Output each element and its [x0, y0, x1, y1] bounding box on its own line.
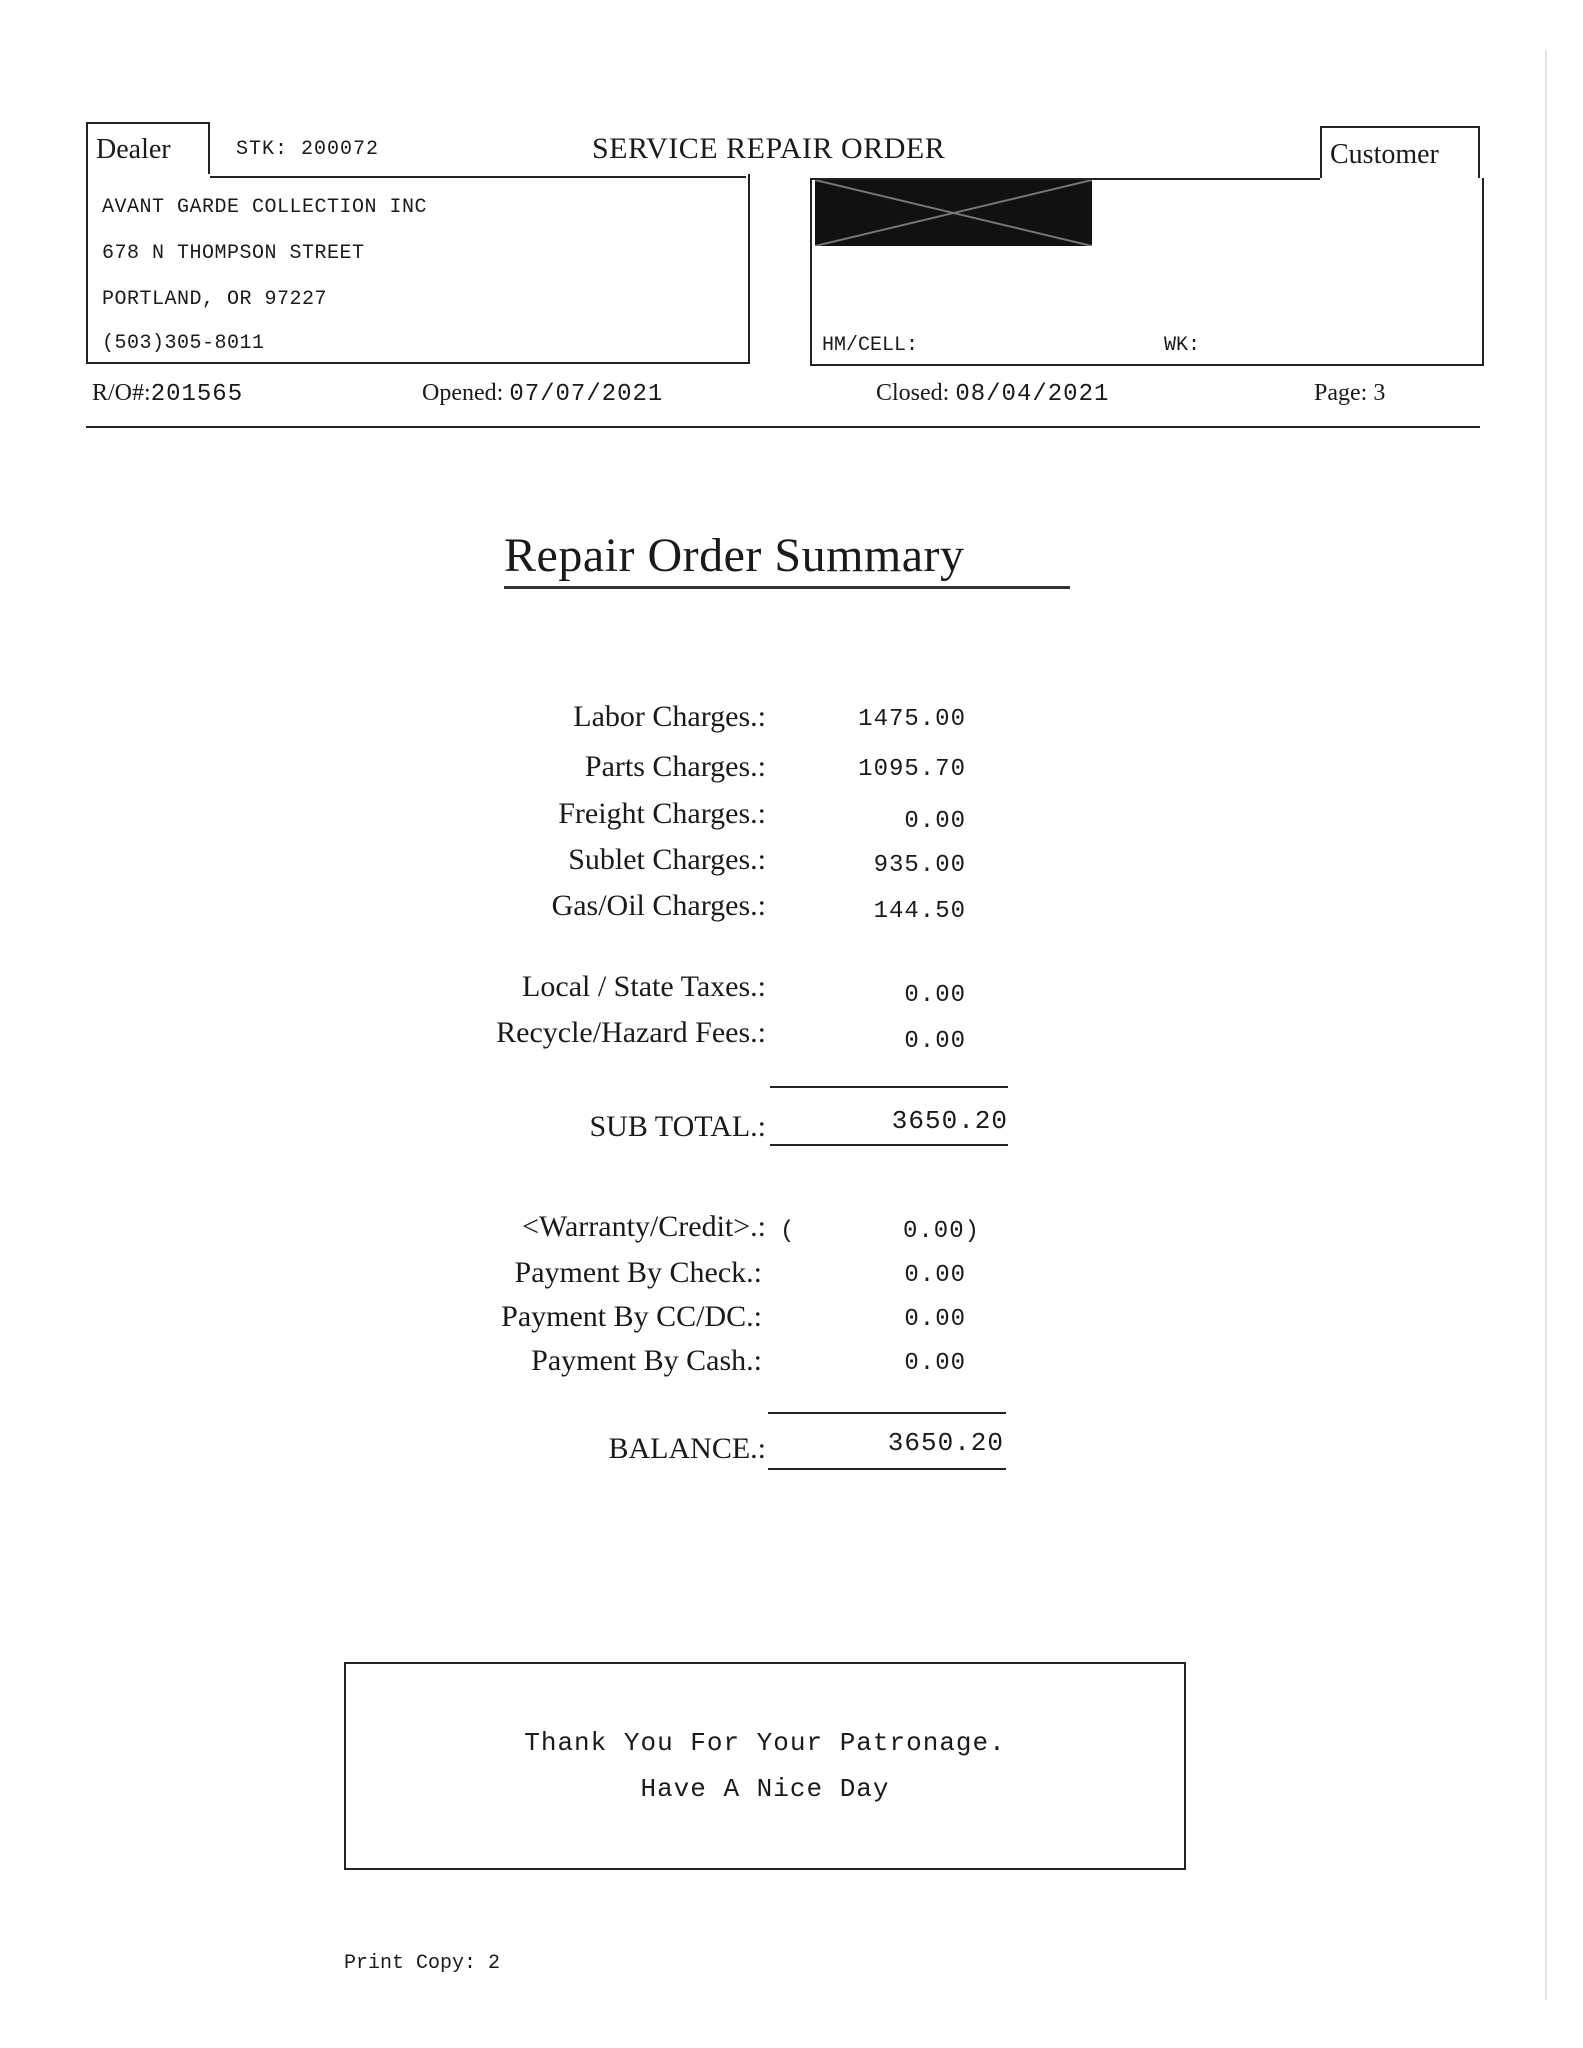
freight-charges-label: Freight Charges.: [558, 797, 766, 830]
subtotal-top-rule [770, 1086, 1008, 1088]
closed-date [876, 380, 1109, 408]
payment-cc-label: Payment By CC/DC.: [501, 1300, 762, 1333]
taxes-value: 0.00 [904, 982, 966, 1009]
warranty-credit-label: <Warranty/Credit>.: [522, 1210, 766, 1243]
summary-title-underline [504, 586, 1070, 589]
gas-oil-charges-value: 144.50 [873, 898, 966, 925]
ro-number [92, 380, 243, 408]
balance-label: BALANCE.: [608, 1432, 766, 1465]
dealer-box-top-border [210, 176, 746, 178]
subtotal-value: 3650.20 [891, 1106, 1008, 1136]
payment-check-value: 0.00 [904, 1262, 966, 1289]
opened-date [422, 380, 663, 408]
form-title: SERVICE REPAIR ORDER [592, 132, 946, 165]
labor-charges-label: Labor Charges.: [573, 700, 766, 733]
ro-value: 201565 [150, 381, 244, 408]
subtotal-label: SUB TOTAL.: [589, 1110, 766, 1143]
customer-tab-label: Customer [1320, 126, 1480, 180]
sublet-charges-label: Sublet Charges.: [568, 843, 766, 876]
parts-charges-value: 1095.70 [858, 756, 966, 783]
redaction-block [815, 180, 1092, 246]
header-rule [86, 426, 1480, 428]
sublet-charges-value: 935.00 [873, 852, 966, 879]
dealer-phone: (503)305-8011 [102, 332, 265, 355]
subtotal-bottom-rule [770, 1144, 1008, 1146]
stock-number: STK: 200072 [236, 138, 380, 161]
thank-you-line2: Have A Nice Day [640, 1774, 890, 1804]
page-edge [1545, 50, 1547, 2000]
warranty-credit-paren: ( [780, 1218, 795, 1245]
home-cell-label: HM/CELL: [822, 334, 919, 357]
dealer-name: AVANT GARDE COLLECTION INC [102, 196, 428, 219]
payment-cash-label: Payment By Cash.: [531, 1344, 762, 1377]
taxes-label: Local / State Taxes.: [522, 970, 766, 1003]
balance-bottom-rule [768, 1468, 1006, 1470]
opened-value: 07/07/2021 [509, 381, 664, 408]
page-label: Page: [1314, 380, 1368, 406]
page-value: 3 [1373, 380, 1386, 406]
opened-label: Opened: [422, 380, 504, 406]
balance-top-rule [768, 1412, 1006, 1414]
dealer-city: PORTLAND, OR 97227 [102, 288, 328, 311]
print-copy: Print Copy: 2 [344, 1952, 501, 1975]
labor-charges-value: 1475.00 [858, 706, 966, 733]
payment-cc-value: 0.00 [904, 1306, 966, 1333]
freight-charges-value: 0.00 [904, 808, 966, 835]
ro-label: R/O#: [92, 380, 151, 406]
recycle-fees-label: Recycle/Hazard Fees.: [496, 1016, 766, 1049]
payment-cash-value: 0.00 [904, 1350, 966, 1377]
recycle-fees-value: 0.00 [904, 1028, 966, 1055]
work-phone-label: WK: [1164, 334, 1201, 357]
page-number [1314, 380, 1385, 407]
balance-value: 3650.20 [887, 1428, 1004, 1458]
closed-value: 08/04/2021 [955, 381, 1110, 408]
dealer-street: 678 N THOMPSON STREET [102, 242, 365, 265]
gas-oil-charges-label: Gas/Oil Charges.: [551, 889, 766, 922]
payment-check-label: Payment By Check.: [514, 1256, 762, 1289]
closed-label: Closed: [876, 380, 950, 406]
summary-title: Repair Order Summary [504, 529, 965, 582]
thank-you-line1: Thank You For Your Patronage. [524, 1728, 1006, 1758]
thank-you-box [344, 1662, 1186, 1870]
parts-charges-label: Parts Charges.: [584, 750, 766, 783]
dealer-tab-label: Dealer [86, 122, 210, 174]
warranty-credit-value: 0.00) [902, 1218, 980, 1245]
